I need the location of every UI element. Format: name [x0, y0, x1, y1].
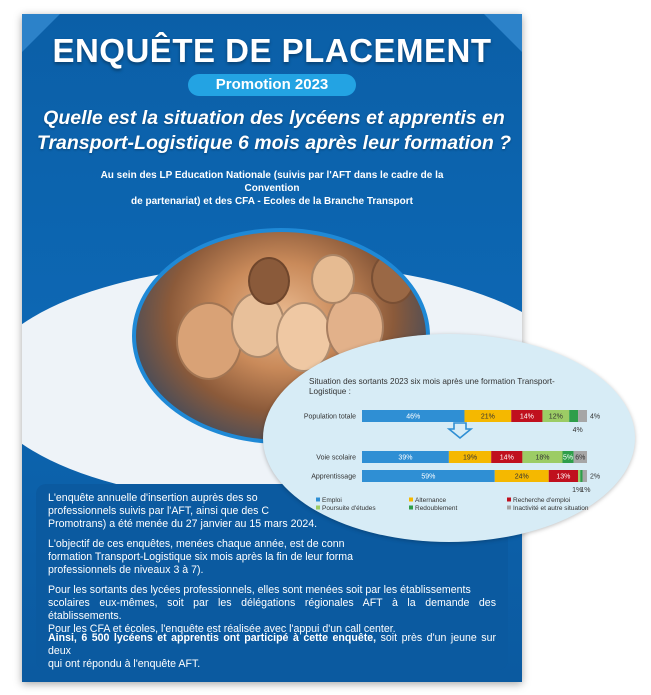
- legend-swatch: [316, 498, 320, 502]
- chart-title-line-1: Situation des sortants 2023 six mois après une formation Transport-: [309, 377, 555, 386]
- category-label: Voie scolaire: [316, 454, 356, 462]
- legend-swatch: [507, 498, 511, 502]
- bar-segment: [578, 410, 587, 422]
- legend-swatch: [507, 506, 511, 510]
- data-label: 12%: [548, 413, 563, 421]
- data-label: 1%: [580, 487, 591, 494]
- data-label: 13%: [556, 473, 571, 481]
- data-label: 14%: [499, 454, 514, 462]
- paragraph-4: Ainsi, 6 500 lycéens et apprentis ont participé à cette enquête, soit près d'un jeune sur deux qui ont répondu à l'enquête AFT.: [48, 632, 496, 670]
- poster-title: ENQUÊTE DE PLACEMENT: [52, 32, 492, 69]
- bar-segment: [569, 410, 578, 422]
- paragraph-2: L'objectif de ces enquêtes, menées chaque année, est de conn formation Transport-Logistique six mois après la fin de leur forma professionnels de niveaux 3 à 7).: [48, 538, 353, 576]
- stacked-bar-chart: [263, 334, 635, 542]
- legend-label: Poursuite d'études: [322, 505, 376, 512]
- legend-swatch: [409, 506, 413, 510]
- data-label: 2%: [590, 473, 601, 481]
- bar-segment: [580, 470, 582, 482]
- chart-title-line-2: Logistique :: [309, 387, 351, 396]
- data-label: 18%: [535, 454, 550, 462]
- data-label: 21%: [480, 413, 495, 421]
- question-line-1: Quelle est la situation des lycéens et apprentis en: [43, 107, 505, 129]
- down-arrow-icon: [449, 423, 471, 438]
- chart-legend: [316, 497, 589, 512]
- data-label: 4%: [590, 413, 601, 421]
- data-label: 39%: [398, 454, 413, 462]
- data-label: 1%: [572, 487, 583, 494]
- bar-segment: [583, 470, 588, 482]
- data-label: 59%: [421, 473, 436, 481]
- data-label: 19%: [463, 454, 478, 462]
- data-label: 14%: [519, 413, 534, 421]
- chart-bars: [304, 410, 600, 494]
- data-label: 4%: [572, 427, 583, 434]
- promotion-badge: Promotion 2023: [188, 74, 356, 96]
- bar-segment: [578, 470, 580, 482]
- category-label: Apprentissage: [311, 473, 356, 481]
- poster-question: [36, 106, 512, 156]
- legend-label: Recherche d'emploi: [513, 497, 571, 504]
- data-label: 6%: [575, 454, 586, 462]
- question-line-2: Transport-Logistique 6 mois après leur formation ?: [36, 132, 512, 154]
- photo-face: [311, 254, 355, 304]
- paragraph-1: L'enquête annuelle d'insertion auprès des so professionnels suivis par l'AFT, ainsi que des C Promotrans) a été menée du 27 janvier au 15 mars 2024.: [48, 492, 318, 530]
- photo-face: [371, 252, 415, 304]
- legend-label: Alternance: [415, 497, 447, 504]
- subtitle-line-2: de partenariat) et des CFA - Ecoles de la Branche Transport: [131, 196, 413, 207]
- legend-label: Emploi: [322, 497, 342, 504]
- data-label: 46%: [406, 413, 421, 421]
- data-label: 24%: [514, 473, 529, 481]
- legend-swatch: [409, 498, 413, 502]
- paragraph-3: Pour les sortants des lycées professionnels, elles sont menées soit par les établissements scolaires eux-mêmes, soit par les délégations régionales AFT à la demande des établissements. Pour les CFA et écoles, l'enquête est réalisée avec l'appui d'un call center.: [48, 584, 496, 635]
- poster-subtitle: [77, 169, 467, 208]
- data-label: 5%: [563, 454, 574, 462]
- legend-label: Redoublement: [415, 505, 458, 512]
- subtitle-line-1: Au sein des LP Education Nationale (suivis par l'AFT dans le cadre de la Convention: [100, 170, 444, 194]
- chart-bubble: [263, 334, 635, 542]
- legend-swatch: [316, 506, 320, 510]
- legend-label: Inactivité et autre situation: [513, 505, 589, 512]
- category-label: Population totale: [303, 413, 356, 421]
- photo-face: [248, 257, 290, 305]
